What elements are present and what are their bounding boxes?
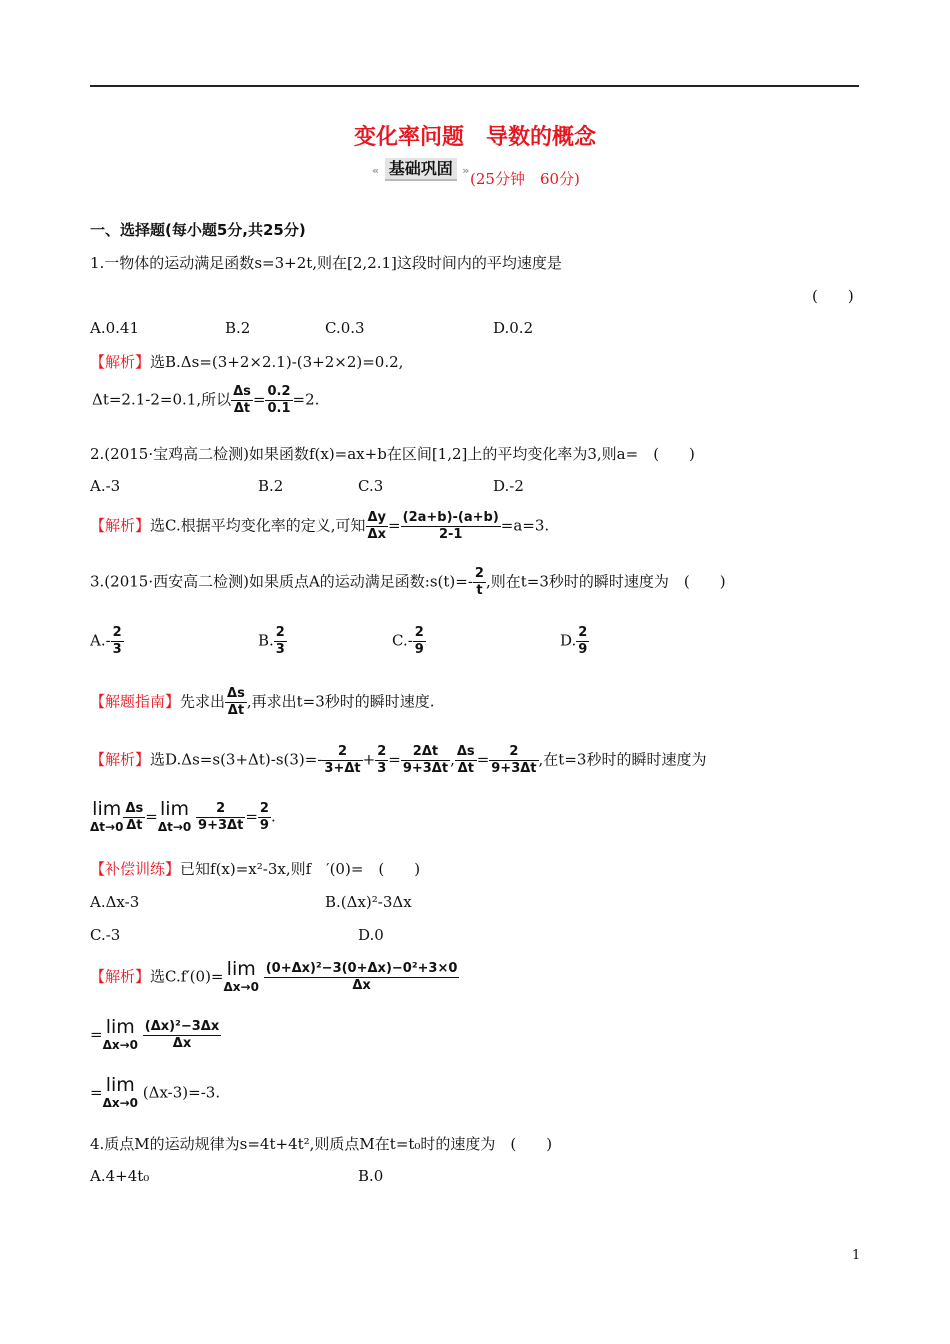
fraction: $\frac{(2a+b)-(a+b)}{2-1}$ xyxy=(402,510,499,542)
q3-opt-b: B. $\frac{2}{3}$ xyxy=(258,625,285,657)
q3-stem-text: 3.(2015·西安高二检测)如果质点A的运动满足函数:s(t)=- xyxy=(90,572,473,591)
jiexi-tag: 【解析】 xyxy=(90,353,151,371)
q4-stem: 4.质点M的运动规律为s=4t+4t²,则质点M在t=t₀时的速度为 ( ) xyxy=(90,1135,553,1153)
bc-solution-line3: = lim Δx→0 (Δx-3)=-3. xyxy=(90,1074,221,1110)
q1-opt-c: C.0.3 xyxy=(325,319,365,337)
limit-operator: lim Δx→0 xyxy=(102,1074,139,1110)
bc-opt-c: C.-3 xyxy=(90,926,121,944)
page-title: 变化率问题 导数的概念 xyxy=(353,125,596,150)
q2-opt-d: D.-2 xyxy=(493,477,524,495)
q2-stem: 2.(2015·宝鸡高二检测)如果函数f(x)=ax+b在区间[1,2]上的平均变化率为3,则a= ( ) xyxy=(90,445,695,463)
q1-sol2-text: Δt=2.1-2=0.1,所以 xyxy=(92,390,232,409)
bc-opt-b: B.(Δx)²-3Δx xyxy=(325,893,412,911)
q2-opt-c: C.3 xyxy=(358,477,384,495)
q4-opt-a: A.4+4t₀ xyxy=(90,1167,150,1185)
bc-stem: 【补偿训练】已知f(x)=x²-3x,则f ′(0)= ( ) xyxy=(90,860,421,878)
q2-sol-text: 选C.根据平均变化率的定义,可知 xyxy=(150,516,366,535)
q2-solution: 【解析】选C.根据平均变化率的定义,可知 $\frac{\Delta y}{\Delta x}$ = $\frac{(2a+b)-(a+b)}{2-1}$ =a=3. xyxy=(90,510,550,542)
timing-label: (25分钟 60分) xyxy=(470,170,580,188)
q2-opt-b: B.2 xyxy=(258,477,284,495)
q3-stem: 3.(2015·西安高二检测)如果质点A的运动满足函数:s(t)=- $\frac{2}{t}$ ,则在t=3秒时的瞬时速度为 ( ) xyxy=(90,566,726,598)
header-rule xyxy=(90,85,859,87)
zhinan-tag: 【解题指南】 xyxy=(90,692,181,711)
q3-opt-d: D. $\frac{2}{9}$ xyxy=(560,625,588,657)
bc-opt-a: A.Δx-3 xyxy=(90,893,140,911)
q3-opt-c: C.- $\frac{2}{9}$ xyxy=(392,625,424,657)
limit-operator: lim Δx→0 xyxy=(102,1016,139,1052)
q1-opt-b: B.2 xyxy=(225,319,251,337)
bc-solution-line1: 【解析】选C.f′(0)= lim Δx→0 $\frac{\text{(0+Δx)²−3(0+Δx)−0²+3×0}}{\Delta x}$ xyxy=(90,958,458,994)
q2-opt-a: A.-3 xyxy=(90,477,121,495)
fraction: $\frac{\Delta s}{\Delta t}$ xyxy=(233,384,251,416)
jiexi-tag: 【解析】 xyxy=(90,967,151,986)
level-badge: « 基础巩固 » xyxy=(366,156,475,179)
bc-solution-line2: = lim Δx→0 $\frac{\text{(Δx)²−3Δx}}{\Delta x}$ xyxy=(90,1016,220,1052)
page-number: 1 xyxy=(852,1248,861,1263)
q3-solution-line1: 【解析】选D.Δs=s(3+Δt)-s(3)=- $\frac{2}{3+\Delta t}$ + $\frac{2}{3}$ = $\frac{2\Delta t}{9+3\Delta t}$ , $\frac{\Delta s}{\Delta t}$ = $\frac{2}{9+3\Delta t}$ ,在t=3秒时的瞬时速度为 xyxy=(90,744,707,776)
q1-paren: ( ) xyxy=(812,287,854,305)
q1-opt-a: A.0.41 xyxy=(90,319,139,337)
jiexi-tag: 【解析】 xyxy=(90,750,151,769)
q1-stem: 1.一物体的运动满足函数s=3+2t,则在[2,2.1]这段时间内的平均速度是 xyxy=(90,254,562,272)
q1-solution-line2: Δt=2.1-2=0.1,所以 $\frac{\Delta s}{\Delta t}$ = $\frac{0.2}{0.1}$ =2. xyxy=(92,384,320,416)
q1-sol-text: 选B.Δs=(3+2×2.1)-(3+2×2)=0.2, xyxy=(150,353,404,371)
q4-opt-b: B.0 xyxy=(358,1167,384,1185)
q1-solution-line1 xyxy=(90,351,403,372)
fraction: $\frac{\Delta s}{\Delta t}$ xyxy=(227,686,245,718)
fraction: $\frac{\Delta y}{\Delta x}$ xyxy=(367,510,387,542)
buchang-tag: 【补偿训练】 xyxy=(90,860,181,878)
q3-opt-a: A.- $\frac{2}{3}$ xyxy=(90,625,122,657)
q1-opt-d: D.0.2 xyxy=(493,319,534,337)
fraction: $\frac{2}{t}$ xyxy=(474,566,484,598)
q3-solution-line2: lim Δt→0 $\frac{\Delta s}{\Delta t}$ = lim Δt→0 $\frac{2}{9+3\Delta t}$ = $\frac{2}{9}$ . xyxy=(90,798,276,834)
limit-operator: lim Δt→0 xyxy=(157,798,192,834)
q3-guide: 【解题指南】先求出 $\frac{\Delta s}{\Delta t}$ ,再求出t=3秒时的瞬时速度. xyxy=(90,686,435,718)
limit-operator: lim Δx→0 xyxy=(223,958,259,994)
section-heading: 一、选择题(每小题5分,共25分) xyxy=(90,221,306,239)
limit-operator: lim Δt→0 xyxy=(90,798,124,834)
fraction: $\frac{0.2}{0.1}$ xyxy=(267,384,291,416)
badge-text: 基础巩固 xyxy=(385,158,457,181)
jiexi-tag: 【解析】 xyxy=(90,516,151,535)
bc-opt-d: D.0 xyxy=(358,926,384,944)
